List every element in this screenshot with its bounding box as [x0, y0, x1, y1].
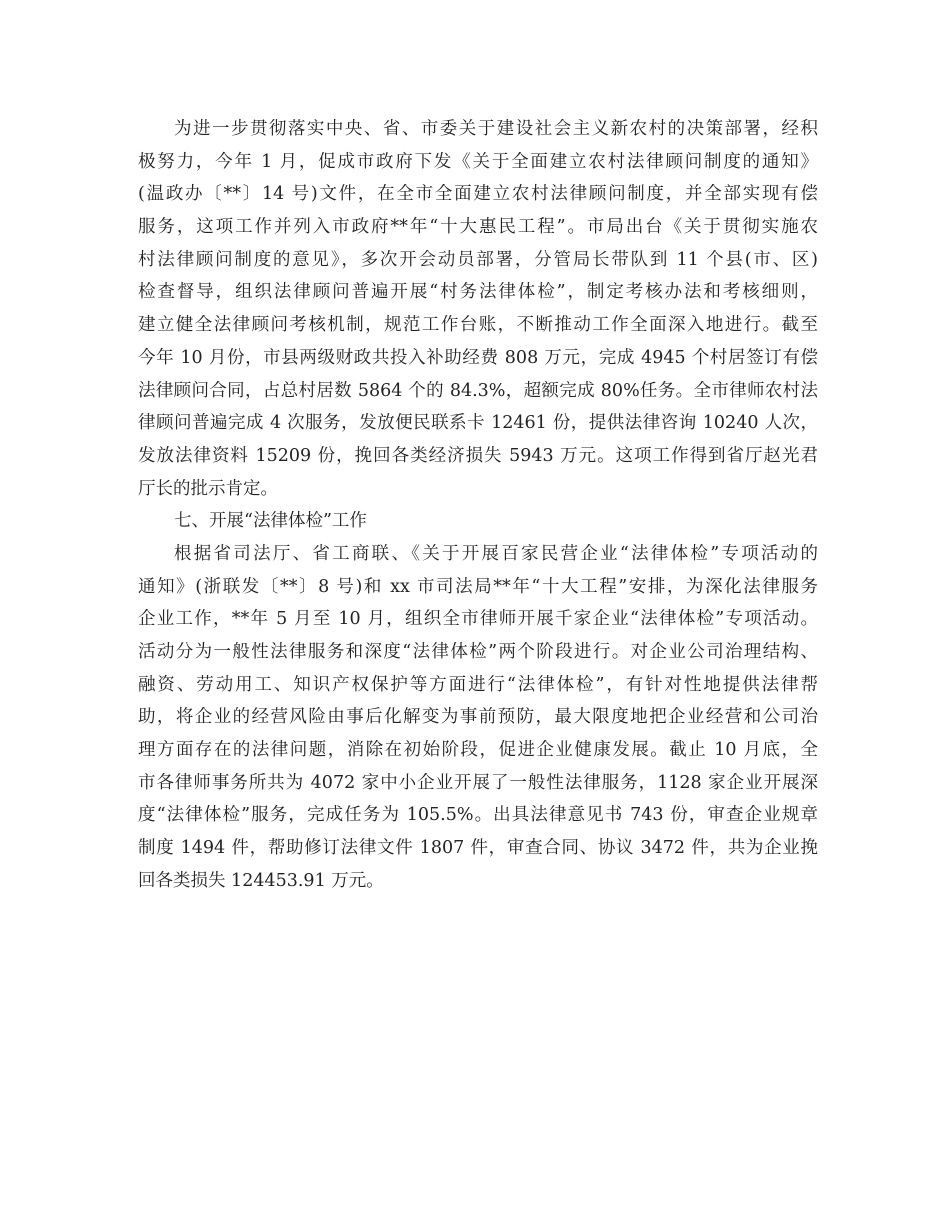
paragraph-line: 理方面存在的法律问题，消除在初始阶段，促进企业健康发展。截止 10 月底，全 [138, 740, 818, 761]
paragraph-line: 度“法律体检”服务，完成任务为 105.5%。出具法律意见书 743 份，审查企业规章 [138, 805, 818, 826]
paragraph-line: 制度 1494 件，帮助修订法律文件 1807 件，审查合同、协议 3472 件，共为企业挽 [138, 838, 818, 859]
paragraph-line: 村法律顾问制度的意见》，多次开会动员部署，分管局长带队到 11 个县(市、区) [138, 249, 818, 270]
paragraph-line: 活动分为一般性法律服务和深度“法律体检”两个阶段进行。对企业公司治理结构、 [138, 642, 818, 662]
paragraph-line: 企业工作，**年 5 月至 10 月，组织全市律师开展千家企业“法律体检”专项活动。 [138, 609, 818, 630]
paragraph-line: 建立健全法律顾问考核机制，规范工作台账，不断推动工作全面深入地进行。截至 [138, 315, 818, 336]
document-body [138, 113, 818, 898]
paragraph-line: 回各类损失 124453.91 万元。 [138, 870, 384, 891]
paragraph-line: 律顾问普遍完成 4 次服务，发放便民联系卡 12461 份，提供法律咨询 10240 人次， [138, 413, 818, 434]
section-heading: 七、开展“法律体检”工作 [174, 511, 367, 532]
paragraph-line: 今年 10 月份，市县两级财政共投入补助经费 808 万元，完成 4945 个村居签订有偿 [138, 347, 818, 368]
paragraph-line: 通知》(浙联发〔**〕8 号)和 xx 市司法局**年“十大工程”安排，为深化法律服务 [138, 576, 818, 597]
paragraph-line: 发放法律资料 15209 份，挽回各类经济损失 5943 万元。这项工作得到省厅赵光君 [138, 445, 818, 466]
paragraph-line: 厅长的批示肯定。 [138, 478, 278, 499]
paragraph-legal-checkup [138, 538, 818, 898]
paragraph-line: 法律顾问合同，占总村居数 5864 个的 84.3%，超额完成 80%任务。全市律师农村法 [138, 380, 818, 401]
paragraph-line: 为进一步贯彻落实中央、省、市委关于建设社会主义新农村的决策部署，经积 [174, 119, 818, 139]
paragraph-line: 检查督导，组织法律顾问普遍开展“村务法律体检”，制定考核办法和考核细则， [138, 282, 818, 303]
paragraph-line: 极努力，今年 1 月，促成市政府下发《关于全面建立农村法律顾问制度的通知》 [138, 151, 818, 172]
paragraph-line: 根据省司法厅、省工商联、《关于开展百家民营企业“法律体检”专项活动的 [174, 543, 818, 564]
paragraph-line: 助，将企业的经营风险由事后化解变为事前预防，最大限度地把企业经营和公司治 [138, 707, 818, 728]
paragraph-line: 市各律师事务所共为 4072 家中小企业开展了一般性法律服务，1128 家企业开展深 [138, 772, 818, 793]
paragraph-line: (温政办〔**〕14 号)文件，在全市全面建立农村法律顾问制度，并全部实现有偿 [138, 184, 818, 205]
paragraph-line: 服务，这项工作并列入市政府**年“十大惠民工程”。市局出台《关于贯彻实施农 [138, 217, 818, 238]
paragraph-line: 融资、劳动用工、知识产权保护等方面进行“法律体检”，有针对性地提供法律帮 [138, 674, 818, 695]
paragraph-rural-legal-advisor [138, 113, 818, 505]
